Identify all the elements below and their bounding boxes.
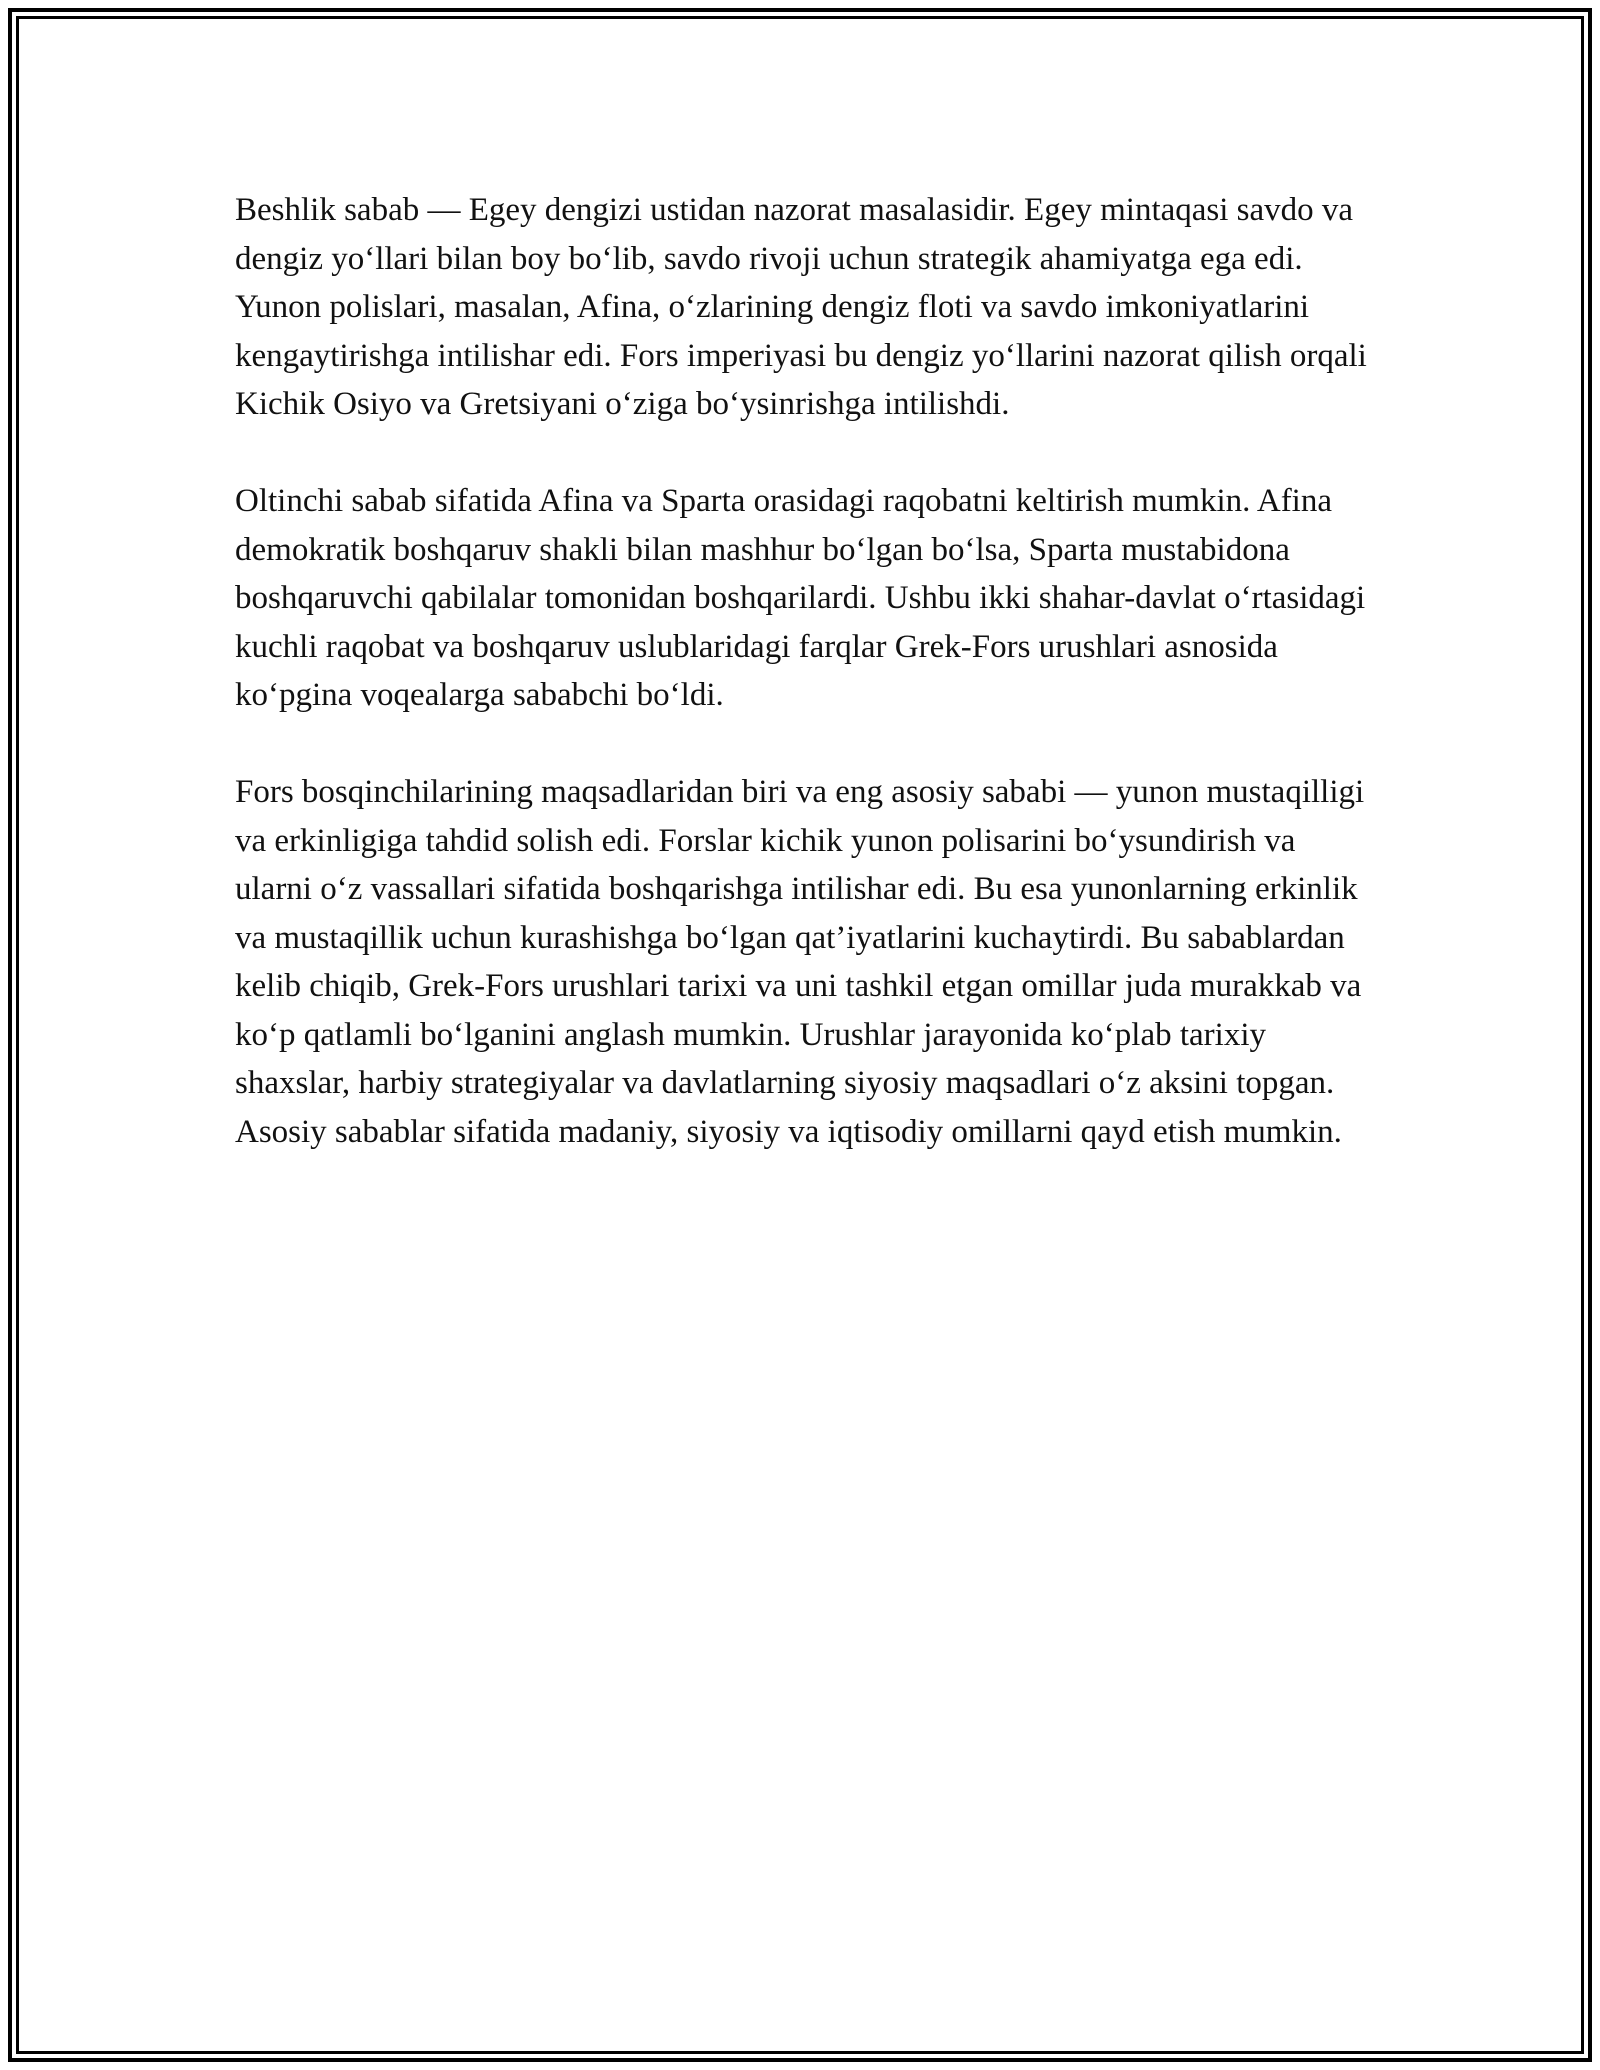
paragraph-1: Beshlik sabab — Egey dengizi ustidan nazorat masalasidir. Egey mintaqasi savdo va dengiz yo‘llari bilan boy bo‘lib, savdo rivoji uchun strategik ahamiyatga ega edi. Yunon polislari, masalan, Afina, o‘zlarining dengiz floti va savdo imkoniyatlarini kengaytirishga intilishar edi. Fors imperiyasi bu dengiz yo‘llarini nazorat qilish orqali Kichik Osiyo va Gretsiyani o‘ziga bo‘ysinrishga intilishdi. [235, 192, 1367, 422]
paragraph-3: Fors bosqinchilarining maqsadlaridan biri va eng asosiy sababi — yunon mustaqilligi va erkinligiga tahdid solish edi. Forslar kichik yunon polisarini bo‘ysundirish va ularni o‘z vassallari sifatida boshqarishga intilishar edi. Bu esa yunonlarning erkinlik va mustaqillik uchun kurashishga bo‘lgan qat’iyatlarini kuchaytirdi. Bu sabablardan kelib chiqib, Grek-Fors urushlari tarixi va uni tashkil etgan omillar juda murakkab va ko‘p qatlamli bo‘lganini anglash mumkin. Urushlar jarayonida ko‘plab tarixiy shaxslar, harbiy strategiyalar va davlatlarning siyosiy maqsadlari o‘z aksini topgan. Asosiy sabablar sifatida madaniy, siyosiy va iqtisodiy omillarni qayd etish mumkin. [235, 774, 1365, 1150]
paragraph-2: Oltinchi sabab sifatida Afina va Sparta orasidagi raqobatni keltirish mumkin. Afina demokratik boshqaruv shakli bilan mashhur bo‘lgan bo‘lsa, Sparta mustabidona boshqaruvchi qabilalar tomonidan boshqarilardi. Ushbu ikki shahar-davlat o‘rtasidagi kuchli raqobat va boshqaruv uslublaridagi farqlar Grek-Fors urushlari asnosida ko‘pgina voqealarga sababchi bo‘ldi. [235, 483, 1366, 713]
document-body [235, 186, 1375, 1205]
